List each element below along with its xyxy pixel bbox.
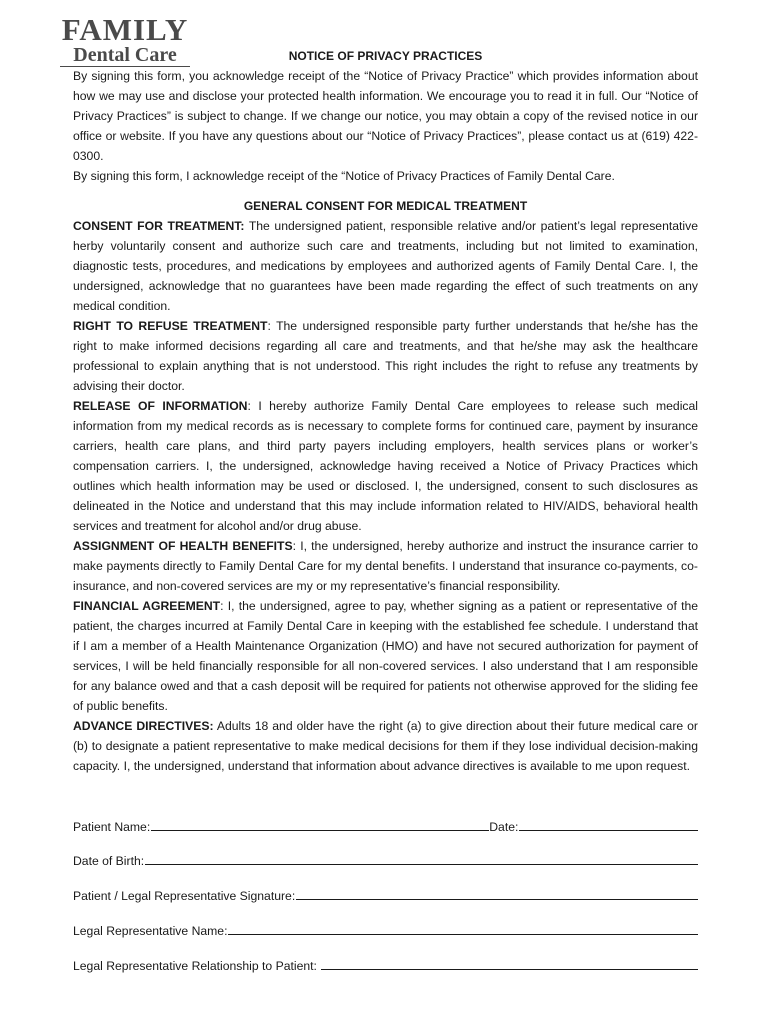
consent-title: GENERAL CONSENT FOR MEDICAL TREATMENT xyxy=(243,199,528,213)
release-of-information-section xyxy=(73,396,698,536)
section-text: : I, the undersigned, agree to pay, whether signing as a patient or representative of the patient, the charges incurred at Family Dental Care in keeping with the established fee schedule. I understand that if I am a member of a Health Maintenance Organization (HMO) and have not secured authorization for payment of services, I will be held financially responsible for all non-covered services. I also understand that I am responsible for any balance owed and that a cash deposit will be required for patients not otherwise approved for the sliding fee of public benefits. xyxy=(73,599,699,713)
representative-name-label: Legal Representative Name: xyxy=(73,924,228,938)
notice-title: NOTICE OF PRIVACY PRACTICES xyxy=(288,49,483,63)
section-text: : The undersigned responsible party further understands that he/she has the right to make informed decisions regarding all care and treatments, and that he/she may ask the healthcare professional to explain anything that is not understood. This right includes the right to refuse any treatments by advising their doctor. xyxy=(73,319,698,393)
signature-label: Patient / Legal Representative Signature: xyxy=(73,889,296,903)
relationship-blank[interactable] xyxy=(321,955,698,970)
section-label: FINANCIAL AGREEMENT xyxy=(73,599,221,613)
representative-name-row xyxy=(73,918,698,938)
consent-for-treatment-section xyxy=(73,216,698,316)
signature-row xyxy=(73,883,698,903)
advance-directives-section xyxy=(73,716,698,776)
date-of-birth-row xyxy=(73,848,698,868)
section-label: CONSENT FOR TREATMENT: xyxy=(73,219,245,233)
section-text: : I hereby authorize Family Dental Care employees to release such medical information from my medical records as is necessary to complete forms for continued care, payment by insurance carriers, health care plans, and third party payers including employers, health services plans or worker’s compensation carriers. I, the undersigned, acknowledge having received a Notice of Privacy Practices which outlines which health information may be used or disclosed. I, the undersigned, consent to such disclosures as delineated in the Notice and understand that this may include information related to HIV/AIDS, behavioral health services and treatment for alcohol and/or drug abuse. xyxy=(73,399,699,533)
section-text: : I, the undersigned, hereby authorize and instruct the insurance carrier to make payments directly to Family Dental Care for my dental benefits. I understand that insurance co-payments, co-insurance, and non-covered services are my or my representative’s financial responsibility. xyxy=(73,539,698,593)
right-to-refuse-section xyxy=(73,316,698,396)
section-label: ADVANCE DIRECTIVES: xyxy=(73,719,214,733)
logo-dental-care-text: Dental Care xyxy=(60,45,190,67)
section-text: Adults 18 and older have the right (a) to give direction about their future medical care or (b) to designate a patient representative to make medical decisions for them if they lose individual decision-making capacity. I, the undersigned, understand that information about advance directives is available to me upon request. xyxy=(73,719,698,773)
section-label: RIGHT TO REFUSE TREATMENT xyxy=(73,319,268,333)
relationship-label: Legal Representative Relationship to Patient: xyxy=(73,959,321,973)
financial-agreement-section xyxy=(73,596,698,716)
assignment-of-benefits-section xyxy=(73,536,698,596)
notice-paragraph: By signing this form, you acknowledge receipt of the “Notice of Privacy Practice” which provides information about how we may use and disclose your protected health information. We encourage you to read it in full. Our “Notice of Privacy Practices” is subject to change. If we change our notice, you may obtain a copy of the revised notice in our office or website. If you have any questions about our “Notice of Privacy Practices”, please contact us at (619) 422-0300. xyxy=(73,69,698,163)
representative-name-blank[interactable] xyxy=(228,920,698,935)
relationship-row xyxy=(73,953,698,973)
logo-family-text: FAMILY xyxy=(61,12,189,47)
document-body xyxy=(73,46,698,776)
section-label: RELEASE OF INFORMATION xyxy=(73,399,248,413)
date-of-birth-blank[interactable] xyxy=(145,850,698,865)
signature-blank[interactable] xyxy=(296,885,698,900)
patient-name-label: Patient Name: xyxy=(73,820,151,834)
section-label: ASSIGNMENT OF HEALTH BENEFITS xyxy=(73,539,293,553)
patient-name-blank[interactable] xyxy=(151,816,489,831)
date-label: Date: xyxy=(489,820,519,834)
date-blank[interactable] xyxy=(519,816,698,831)
patient-name-row xyxy=(73,814,698,834)
notice-acknowledgement: By signing this form, I acknowledge receipt of the “Notice of Privacy Practices of Family Dental Care. xyxy=(73,169,615,183)
date-of-birth-label: Date of Birth: xyxy=(73,854,145,868)
section-text: The undersigned patient, responsible relative and/or patient’s legal representative herby voluntarily consent and authorize such care and treatments, including but not limited to examination, diagnostic tests, procedures, and medications by employees and authorized agents of Family Dental Care. I, the undersigned, acknowledge that no guarantees have been made regarding the effect of such treatments on any medical condition. xyxy=(73,219,698,313)
